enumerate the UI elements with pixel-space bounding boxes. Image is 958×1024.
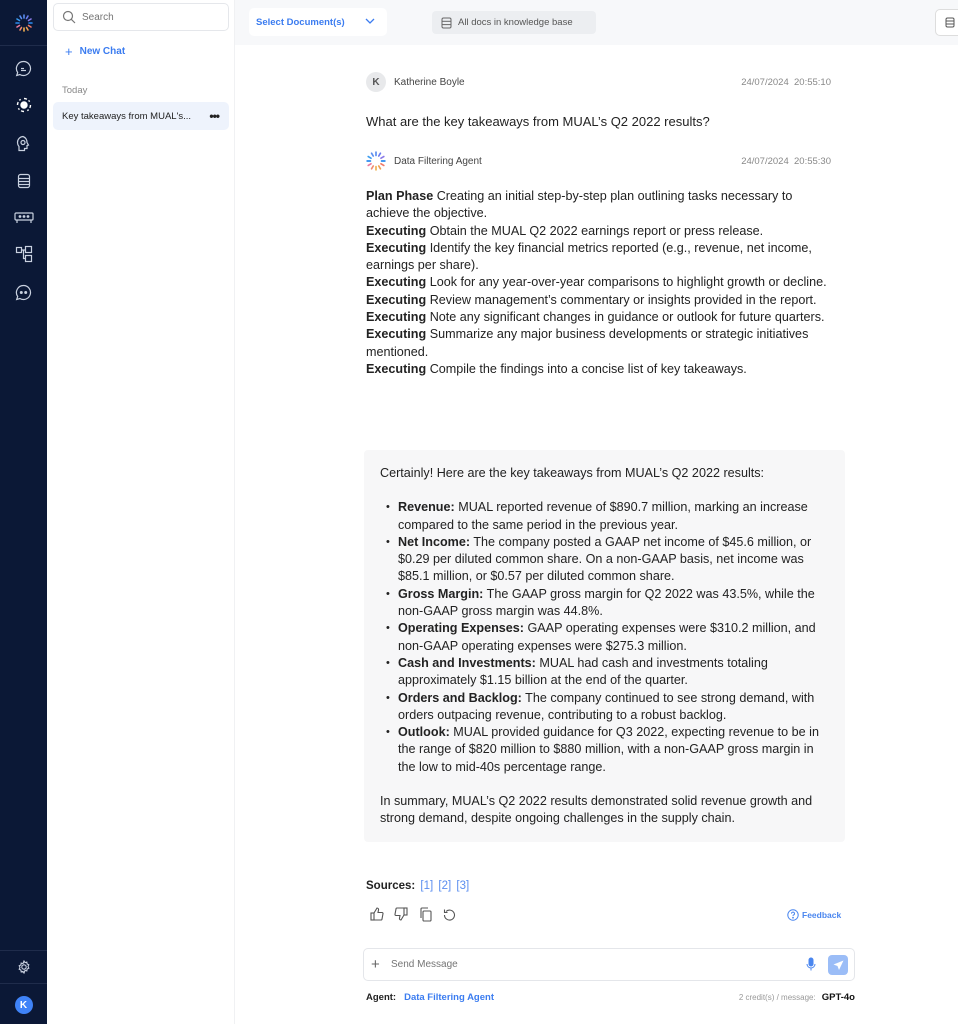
bullet-text: GAAP operating expenses were $310.2 million, and non-GAAP operating expenses were $275.3 million.	[398, 621, 816, 653]
answer-intro: Certainly! Here are the key takeaways from MUAL’s Q2 2022 results:	[380, 466, 765, 480]
plan-step-text: Identify the key financial metrics reported (e.g., revenue, net income, earnings per share).	[366, 240, 812, 273]
knowledge-base-badge[interactable]	[432, 11, 596, 34]
bullet-text: The GAAP gross margin for Q2 2022 was 43.5%, while the non-GAAP gross margin was 44.8%.	[398, 586, 815, 619]
bullet-label: Cash and Investments:	[398, 655, 536, 670]
plan-step-label: Executing	[366, 292, 427, 307]
section-label-today: Today	[62, 85, 88, 96]
chevron-down-icon	[365, 17, 375, 25]
chat-sidebar	[47, 0, 235, 1024]
message-actions	[370, 906, 456, 922]
user-message-timestamp	[741, 77, 831, 88]
agent-message-header	[366, 151, 831, 171]
bullet-label: Operating Expenses:	[398, 621, 524, 636]
agent-name: Data Filtering Agent	[394, 155, 482, 167]
top-bar	[235, 0, 958, 45]
rail-divider	[0, 45, 47, 46]
search-icon	[62, 10, 76, 24]
select-documents-label: Select Document(s)	[256, 16, 345, 28]
plan-step	[366, 240, 836, 275]
search-box[interactable]	[53, 3, 229, 31]
user-avatar-initial: K	[15, 996, 33, 1014]
credits-per-message: 2 credit(s) / message:	[738, 993, 816, 1002]
plan-step-text: Obtain the MUAL Q2 2022 earnings report or press release.	[429, 223, 764, 238]
brain-icon[interactable]	[0, 128, 47, 158]
agent-logo-icon	[366, 151, 386, 171]
plan-step-label: Executing	[366, 275, 427, 290]
bullet-label: Net Income:	[398, 534, 471, 549]
plan-step-label: Plan Phase	[366, 189, 434, 203]
database-icon	[945, 17, 955, 28]
agent-answer	[364, 450, 845, 842]
microphone-icon[interactable]	[806, 957, 816, 976]
model-info	[739, 992, 855, 1003]
agents-icon[interactable]	[0, 90, 47, 120]
rail-divider	[0, 950, 47, 951]
database-icon[interactable]	[0, 166, 47, 196]
user-avatar: K	[366, 72, 386, 92]
plan-step	[366, 188, 836, 223]
list-item	[386, 724, 831, 776]
bullet-text: MUAL reported revenue of $890.7 million, marking an increase compared to the same period in the previous year.	[398, 500, 808, 532]
documents-panel-button[interactable]	[935, 9, 958, 36]
user-message-header	[366, 72, 831, 92]
regenerate-icon[interactable]	[442, 906, 456, 922]
list-item	[386, 534, 831, 586]
search-input[interactable]	[82, 12, 212, 23]
plus-icon: +	[65, 44, 73, 59]
agent-message-timestamp	[741, 156, 831, 167]
agent-selector[interactable]: Data Filtering Agent	[404, 992, 494, 1003]
message-date: 24/07/2024	[741, 76, 789, 88]
help-circle-icon	[787, 909, 799, 921]
sources	[366, 880, 469, 892]
plan-steps	[366, 188, 836, 378]
sources-label: Sources:	[366, 880, 416, 892]
bullet-label: Revenue:	[398, 500, 455, 515]
bullet-text: The company posted a GAAP net income of $45.6 million, or $0.29 per diluted common share. On a non-GAAP basis, net income was $85.1 million, or $0.57 per diluted common share.	[398, 534, 812, 584]
composer-footer	[366, 992, 855, 1003]
chat-history-item[interactable]	[53, 102, 229, 130]
plan-step-label: Executing	[366, 327, 427, 342]
plan-step-text: Summarize any major business developments or strategic initiatives mentioned.	[366, 327, 809, 359]
copy-icon[interactable]	[418, 906, 432, 922]
source-link-2[interactable]: [2]	[438, 880, 452, 892]
thumbs-down-icon[interactable]	[394, 906, 408, 922]
model-selector[interactable]: GPT-4o	[821, 992, 855, 1003]
attach-plus-icon[interactable]: +	[371, 956, 380, 973]
bullet-label: Outlook:	[398, 725, 450, 740]
bullet-label: Orders and Backlog:	[398, 690, 522, 705]
user-avatar[interactable]	[0, 990, 47, 1020]
plan-step	[366, 292, 836, 309]
message-date: 24/07/2024	[741, 155, 789, 167]
plan-step-text: Creating an initial step-by-step plan outlining tasks necessary to achieve the objective.	[366, 189, 793, 221]
takeaways-list	[386, 499, 831, 776]
more-options-icon[interactable]: •••	[209, 109, 219, 123]
message-composer	[363, 948, 855, 981]
plan-step	[366, 326, 836, 361]
message-time: 20:55:10	[794, 76, 831, 88]
list-item	[386, 499, 831, 534]
send-button[interactable]	[828, 955, 848, 975]
plan-step	[366, 223, 836, 240]
select-documents-dropdown[interactable]	[249, 8, 387, 36]
chat-icon[interactable]	[0, 53, 47, 83]
plan-step-text: Review management’s commentary or insights provided in the report.	[429, 292, 817, 307]
gear-icon[interactable]	[0, 952, 47, 982]
plan-step-label: Executing	[366, 361, 427, 376]
database-icon	[441, 17, 452, 29]
plan-step-text: Compile the findings into a concise list of key takeaways.	[429, 361, 747, 376]
bullet-label: Gross Margin:	[398, 586, 484, 601]
user-name: Katherine Boyle	[394, 76, 465, 88]
source-link-1[interactable]: [1]	[420, 880, 434, 892]
plan-step-label: Executing	[366, 310, 427, 325]
message-input[interactable]	[391, 959, 791, 970]
plan-step-label: Executing	[366, 223, 427, 238]
user-question: What are the key takeaways from MUAL’s Q2 2022 results?	[366, 114, 710, 129]
plan-step-label: Executing	[366, 240, 427, 255]
list-item	[386, 620, 831, 655]
feedback-button[interactable]	[787, 909, 841, 921]
messages-icon[interactable]	[0, 277, 47, 307]
rail-divider	[0, 983, 47, 984]
tools-icon[interactable]	[0, 203, 47, 233]
agent-label: Agent:	[366, 992, 397, 1003]
plan-step	[366, 274, 836, 291]
new-chat-label: New Chat	[79, 46, 126, 57]
plan-step	[366, 361, 836, 378]
answer-summary: In summary, MUAL’s Q2 2022 results demonstrated solid revenue growth and strong demand, despite ongoing challenges in the supply chain.	[380, 794, 813, 826]
feedback-label: Feedback	[802, 910, 842, 920]
list-item	[386, 690, 831, 725]
chat-title: Key takeaways from MUAL's...	[62, 110, 192, 122]
bullet-text: The company continued to see strong demand, with orders outpacing revenue, contributing to a robust backlog.	[398, 690, 815, 722]
plan-step-text: Note any significant changes in guidance or outlook for future quarters.	[429, 310, 825, 325]
plan-step	[366, 309, 836, 326]
list-item	[386, 655, 831, 690]
list-item	[386, 586, 831, 621]
new-chat-button[interactable]	[65, 44, 125, 59]
workflow-icon[interactable]	[0, 239, 47, 269]
bullet-text: MUAL had cash and investments totaling approximately $1.15 billion at the end of the quarter.	[398, 655, 768, 688]
source-link-3[interactable]: [3]	[456, 880, 470, 892]
thumbs-up-icon[interactable]	[370, 906, 384, 922]
send-icon	[833, 960, 844, 971]
knowledge-base-label: All docs in knowledge base	[458, 17, 573, 28]
icon-rail	[0, 0, 47, 1024]
plan-step-text: Look for any year-over-year comparisons to highlight growth or decline.	[429, 275, 827, 290]
message-time: 20:55:30	[794, 155, 831, 167]
bullet-text: MUAL provided guidance for Q3 2022, expecting revenue to be in the range of $820 million to $880 million, with a non-GAAP gross margin in the low to mid-40s percentage range.	[398, 725, 819, 774]
logo-icon[interactable]	[0, 8, 47, 38]
